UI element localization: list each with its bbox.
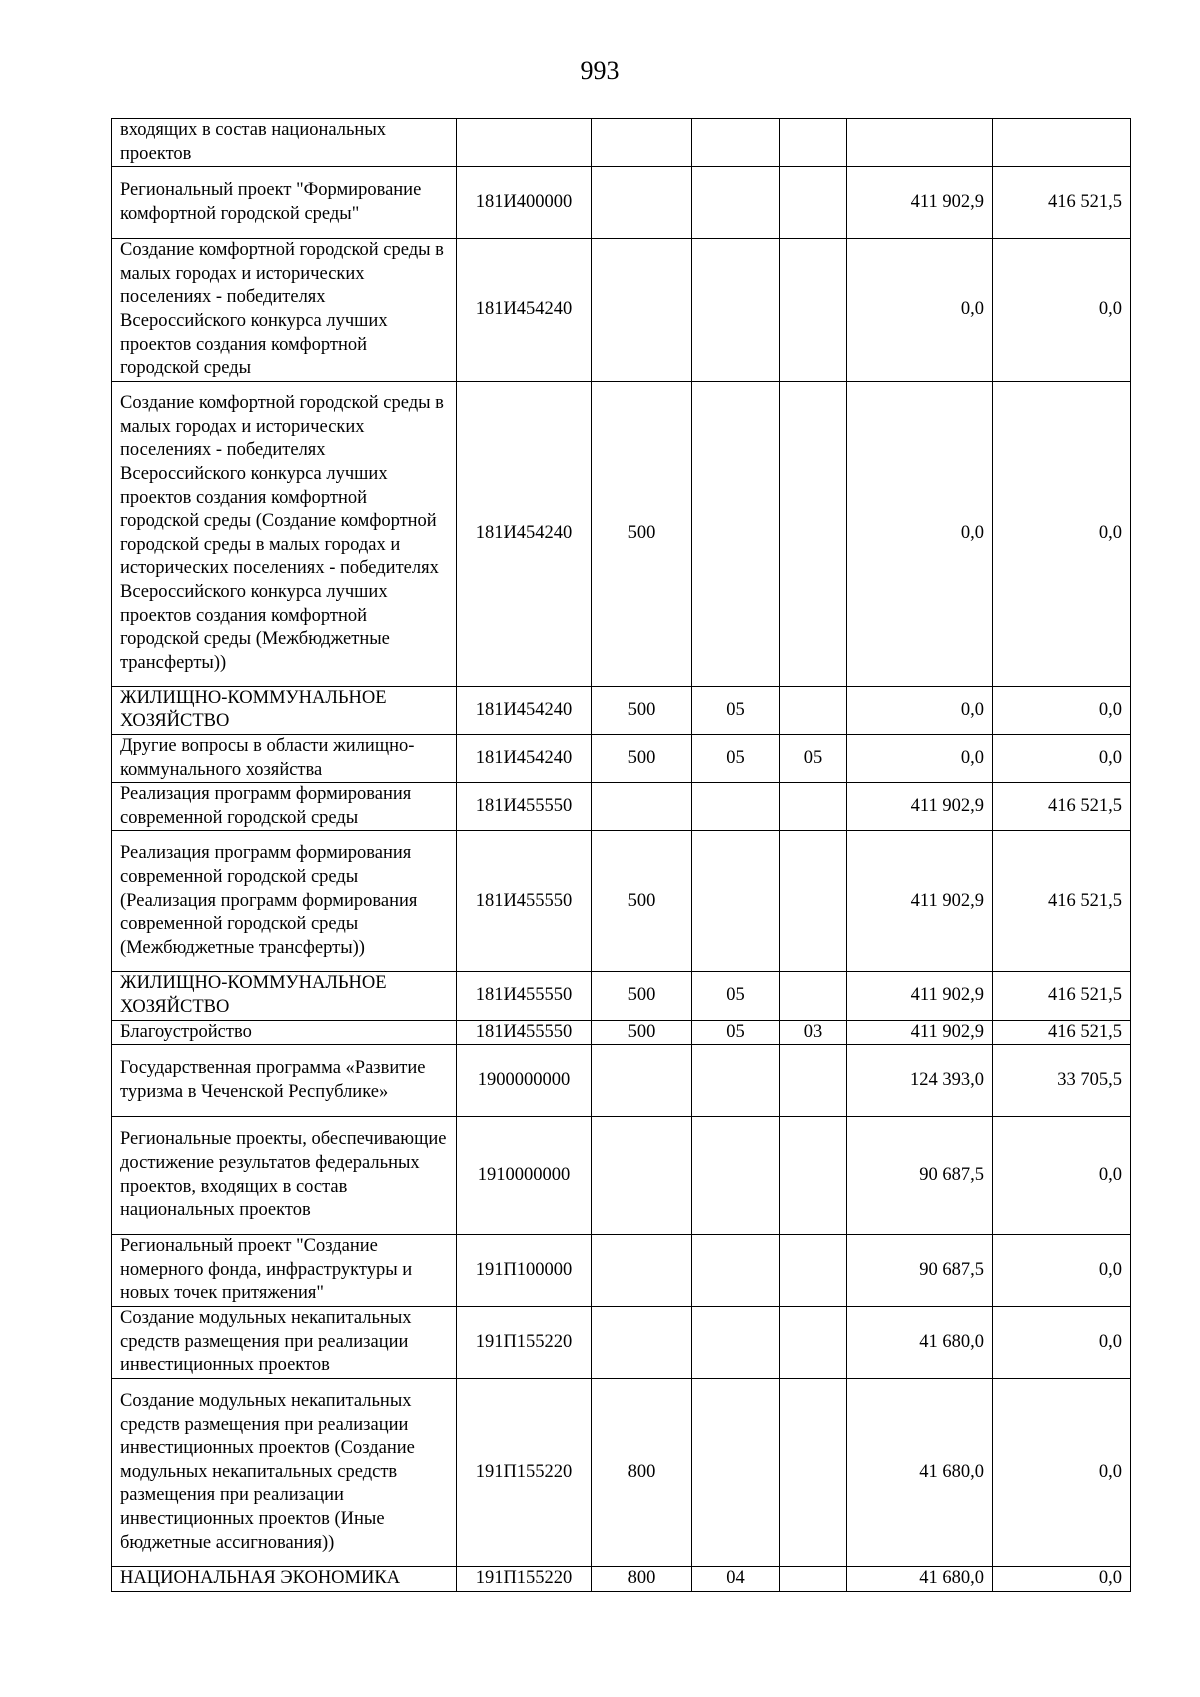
name-cell: Региональный проект "Формирование комфортной городской среды" [112,167,457,239]
code-cell: 181И454240 [457,734,592,782]
amount-year1-cell: 41 680,0 [847,1307,993,1379]
name-cell: Создание модульных некапитальных средств размещения при реализации инвестиционных проектов (Создание модульных некапитальных средств размещения при реализации инвестиционных проектов (Иные бюджетные ассигнования)) [112,1379,457,1567]
name-cell: Региональный проект "Создание номерного фонда, инфраструктуры и новых точек притяжения" [112,1235,457,1307]
subsection-cell [780,1567,847,1592]
amount-year1-cell: 0,0 [847,239,993,382]
amount-year2-cell: 0,0 [993,1567,1131,1592]
table-row [112,1020,1131,1045]
code-cell: 191П155220 [457,1567,592,1592]
amount-year2-cell: 0,0 [993,239,1131,382]
subsection-cell: 03 [780,1020,847,1045]
name-cell: Государственная программа «Развитие туризма в Чеченской Республике» [112,1045,457,1117]
subsection-cell [780,783,847,831]
expense-type-cell: 500 [592,972,692,1020]
table-row [112,239,1131,382]
table-row [112,381,1131,686]
expense-type-cell: 500 [592,1020,692,1045]
amount-year1-cell: 90 687,5 [847,1117,993,1235]
section-cell [692,1235,780,1307]
name-cell: Другие вопросы в области жилищно-коммунального хозяйства [112,734,457,782]
section-cell [692,381,780,686]
code-cell: 191П100000 [457,1235,592,1307]
expense-type-cell [592,1307,692,1379]
subsection-cell [780,686,847,734]
code-cell: 181И454240 [457,239,592,382]
page-number: 993 [580,56,620,85]
amount-year1-cell: 0,0 [847,686,993,734]
table-row [112,734,1131,782]
subsection-cell [780,972,847,1020]
section-cell: 05 [692,972,780,1020]
amount-year1-cell: 411 902,9 [847,1020,993,1045]
code-cell: 191П155220 [457,1379,592,1567]
subsection-cell [780,831,847,972]
name-cell: ЖИЛИЩНО-КОММУНАЛЬНОЕ ХОЗЯЙСТВО [112,686,457,734]
table-row [112,1235,1131,1307]
subsection-cell [780,1045,847,1117]
section-cell [692,1379,780,1567]
subsection-cell [780,167,847,239]
amount-year1-cell: 124 393,0 [847,1045,993,1117]
name-cell: Реализация программ формирования современной городской среды [112,783,457,831]
section-cell [692,831,780,972]
name-cell: ЖИЛИЩНО-КОММУНАЛЬНОЕ ХОЗЯЙСТВО [112,972,457,1020]
expense-type-cell [592,1235,692,1307]
name-cell: Создание модульных некапитальных средств размещения при реализации инвестиционных проектов [112,1307,457,1379]
amount-year1-cell: 41 680,0 [847,1567,993,1592]
subsection-cell [780,1235,847,1307]
table-row [112,972,1131,1020]
name-cell: Благоустройство [112,1020,457,1045]
amount-year2-cell: 0,0 [993,686,1131,734]
expense-type-cell [592,783,692,831]
expense-type-cell: 500 [592,734,692,782]
expense-type-cell: 500 [592,381,692,686]
code-cell: 191П155220 [457,1307,592,1379]
amount-year2-cell: 416 521,5 [993,831,1131,972]
section-cell [692,1117,780,1235]
code-cell: 1910000000 [457,1117,592,1235]
amount-year2-cell: 416 521,5 [993,1020,1131,1045]
amount-year2-cell: 0,0 [993,1235,1131,1307]
section-cell [692,1045,780,1117]
expense-type-cell [592,119,692,167]
name-cell: Создание комфортной городской среды в малых городах и исторических поселениях - победителях Всероссийского конкурса лучших проектов создания комфортной городской среды (Создание комфортной городской среды в малых городах и исторических поселениях - победителях Всероссийского конкурса лучших проектов создания комфортной городской среды (Межбюджетные трансферты)) [112,381,457,686]
amount-year1-cell: 0,0 [847,734,993,782]
subsection-cell [780,239,847,382]
section-cell: 04 [692,1567,780,1592]
expense-type-cell: 800 [592,1379,692,1567]
table-row [112,831,1131,972]
section-cell [692,119,780,167]
code-cell: 181И455550 [457,831,592,972]
amount-year2-cell: 0,0 [993,734,1131,782]
section-cell: 05 [692,734,780,782]
subsection-cell [780,1379,847,1567]
amount-year1-cell: 411 902,9 [847,972,993,1020]
amount-year1-cell: 90 687,5 [847,1235,993,1307]
subsection-cell [780,1117,847,1235]
section-cell [692,167,780,239]
code-cell: 181И400000 [457,167,592,239]
name-cell: НАЦИОНАЛЬНАЯ ЭКОНОМИКА [112,1567,457,1592]
section-cell: 05 [692,1020,780,1045]
amount-year1-cell: 411 902,9 [847,783,993,831]
table-row [112,1307,1131,1379]
expense-type-cell [592,239,692,382]
table-body [112,119,1131,1592]
section-cell [692,783,780,831]
subsection-cell [780,381,847,686]
table-row [112,1117,1131,1235]
table-row [112,1379,1131,1567]
table-row [112,783,1131,831]
expense-type-cell [592,1117,692,1235]
amount-year2-cell: 33 705,5 [993,1045,1131,1117]
amount-year2-cell: 416 521,5 [993,972,1131,1020]
expense-type-cell: 500 [592,831,692,972]
section-cell [692,1307,780,1379]
subsection-cell [780,1307,847,1379]
budget-table [111,118,1131,1592]
code-cell: 181И455550 [457,783,592,831]
name-cell: Реализация программ формирования современной городской среды (Реализация программ формирования современной городской среды (Межбюджетные трансферты)) [112,831,457,972]
table-row [112,1045,1131,1117]
subsection-cell: 05 [780,734,847,782]
expense-type-cell: 800 [592,1567,692,1592]
code-cell: 181И454240 [457,381,592,686]
table-row [112,1567,1131,1592]
subsection-cell [780,119,847,167]
code-cell [457,119,592,167]
code-cell: 1900000000 [457,1045,592,1117]
amount-year2-cell [993,119,1131,167]
name-cell: Региональные проекты, обеспечивающие достижение результатов федеральных проектов, входящих в состав национальных проектов [112,1117,457,1235]
amount-year2-cell: 0,0 [993,1379,1131,1567]
table-row [112,686,1131,734]
name-cell: Создание комфортной городской среды в малых городах и исторических поселениях - победителях Всероссийского конкурса лучших проектов создания комфортной городской среды [112,239,457,382]
code-cell: 181И455550 [457,972,592,1020]
amount-year1-cell: 41 680,0 [847,1379,993,1567]
amount-year2-cell: 416 521,5 [993,783,1131,831]
expense-type-cell [592,167,692,239]
code-cell: 181И455550 [457,1020,592,1045]
section-cell [692,239,780,382]
amount-year2-cell: 416 521,5 [993,167,1131,239]
name-cell: входящих в состав национальных проектов [112,119,457,167]
section-cell: 05 [692,686,780,734]
expense-type-cell [592,1045,692,1117]
amount-year1-cell [847,119,993,167]
amount-year1-cell: 0,0 [847,381,993,686]
code-cell: 181И454240 [457,686,592,734]
expense-type-cell: 500 [592,686,692,734]
amount-year2-cell: 0,0 [993,1117,1131,1235]
table-row [112,167,1131,239]
table-row [112,119,1131,167]
amount-year2-cell: 0,0 [993,381,1131,686]
amount-year2-cell: 0,0 [993,1307,1131,1379]
amount-year1-cell: 411 902,9 [847,167,993,239]
amount-year1-cell: 411 902,9 [847,831,993,972]
